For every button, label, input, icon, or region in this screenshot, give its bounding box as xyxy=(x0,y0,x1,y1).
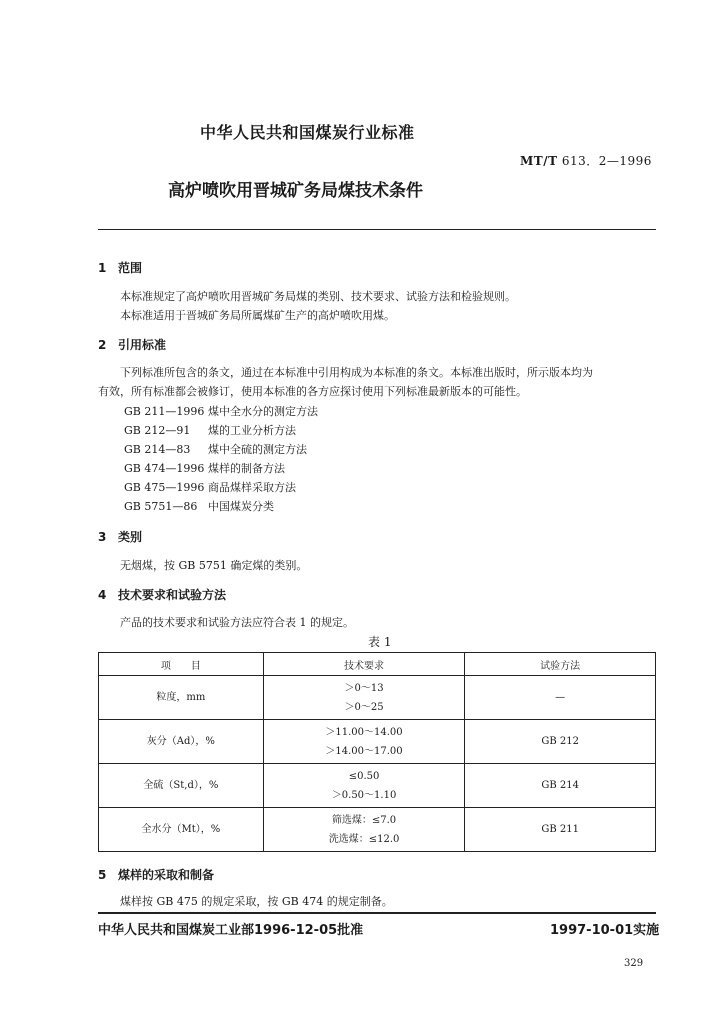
standard-number xyxy=(520,152,652,169)
standard-prefix: MT/T xyxy=(520,154,558,168)
reference-item: GB 214—83 煤中全硫的测定方法 xyxy=(124,443,307,456)
row-item: 全水分（Mt），% xyxy=(99,808,264,852)
section-4-heading: 4 技术要求和试验方法 xyxy=(98,588,227,602)
approval-date: 中华人民共和国煤炭工业部1996-12-05批准 xyxy=(98,923,364,938)
section-3-paragraph: 无烟煤，按 GB 5751 确定煤的类别。 xyxy=(120,559,308,572)
header-item: 项 目 xyxy=(99,653,264,676)
table-row xyxy=(99,808,656,852)
standard-code: 613．2—1996 xyxy=(561,154,652,168)
table-row xyxy=(99,764,656,808)
table-header-row xyxy=(99,653,656,676)
row-requirement: ＞0～13 ＞0～25 xyxy=(263,676,465,720)
section-2-paragraph-line-1: 下列标准所包含的条文，通过在本标准中引用构成为本标准的条文。本标准出版时，所示版本均为 xyxy=(120,366,593,379)
title-divider xyxy=(98,229,656,230)
section-1-paragraph-2: 本标准适用于晋城矿务局所属煤矿生产的高炉喷吹用煤。 xyxy=(120,309,395,322)
reference-item: GB 475—1996 商品煤样采取方法 xyxy=(124,481,296,494)
row-requirement: ＞11.00～14.00 ＞14.00～17.00 xyxy=(263,720,465,764)
technical-requirements-table xyxy=(98,652,656,852)
header-test-method: 试验方法 xyxy=(465,653,656,676)
section-2-heading: 2 引用标准 xyxy=(98,338,167,352)
row-item: 全硫（St,d），% xyxy=(99,764,264,808)
section-4-paragraph: 产品的技术要求和试验方法应符合表 1 的规定。 xyxy=(120,616,354,629)
footer-divider xyxy=(98,912,656,914)
reference-item: GB 212—91 煤的工业分析方法 xyxy=(124,424,296,437)
row-test-method: GB 214 xyxy=(465,764,656,808)
document-title: 高炉喷吹用晋城矿务局煤技术条件 xyxy=(168,181,423,201)
effective-date: 1997-10-01实施 xyxy=(550,923,660,938)
section-2-paragraph-line-2: 有效，所有标准都会被修订，使用本标准的各方应探讨使用下列标准最新版本的可能性。 xyxy=(98,385,527,398)
row-item: 灰分（Ad），% xyxy=(99,720,264,764)
section-5-heading: 5 煤样的采取和制备 xyxy=(98,868,215,882)
row-requirement: 筛选煤：≤7.0 洗选煤：≤12.0 xyxy=(263,808,465,852)
section-1-heading: 1 范围 xyxy=(98,261,143,275)
table-row xyxy=(99,720,656,764)
row-test-method: GB 211 xyxy=(465,808,656,852)
row-item: 粒度，mm xyxy=(99,676,264,720)
table-row xyxy=(99,676,656,720)
section-3-heading: 3 类别 xyxy=(98,530,143,544)
row-test-method: GB 212 xyxy=(465,720,656,764)
header-requirement: 技术要求 xyxy=(263,653,465,676)
reference-item: GB 211—1996 煤中全水分的测定方法 xyxy=(124,405,318,418)
section-1-paragraph-1: 本标准规定了高炉喷吹用晋城矿务局煤的类别、技术要求、试验方法和检验规则。 xyxy=(120,290,516,303)
row-requirement: ≤0.50 ＞0.50～1.10 xyxy=(263,764,465,808)
page-number: 329 xyxy=(624,958,644,969)
reference-item: GB 5751—86 中国煤炭分类 xyxy=(124,500,274,513)
reference-item: GB 474—1996 煤样的制备方法 xyxy=(124,462,285,475)
section-5-paragraph: 煤样按 GB 475 的规定采取，按 GB 474 的规定制备。 xyxy=(120,895,393,908)
issuing-body-heading: 中华人民共和国煤炭行业标准 xyxy=(200,123,415,142)
table-caption: 表 1 xyxy=(368,635,392,649)
row-test-method: — xyxy=(465,676,656,720)
